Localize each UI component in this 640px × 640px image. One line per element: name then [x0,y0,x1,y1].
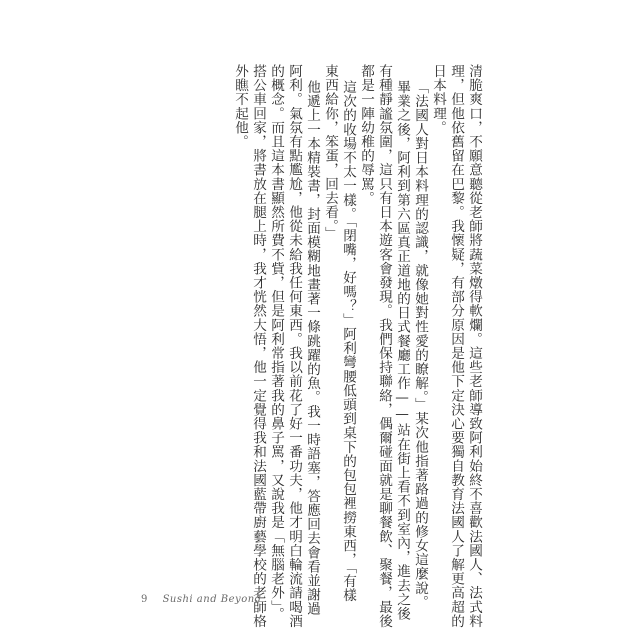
text-column: 東西給你，笨蛋，回去看。」 [322,64,338,241]
text-column: 他遞上一本精裝書，封面模糊地畫著一條跳躍的魚。我一時語塞，答應回去會看並謝過 [304,80,320,616]
text-column: 理，但他依舊留在巴黎。我懷疑，有部分原因是他下定決心要獨自教育法國人了解更高超的 [448,64,464,628]
text-column: 外瞧不起他。 [232,64,248,149]
text-column: 日本料理。 [430,64,446,135]
page-footer [141,594,262,605]
text-column: 有種靜謐氛圍，這只有日本遊客會發現。我們保持聯絡，偶爾碰面就是聊餐飲、聚餐，最後 [376,64,392,628]
text-column: 「法國人對日本料理的認識，就像她對性愛的瞭解。」某次他指著路過的修女這麼說。 [412,80,428,609]
text-column: 這次的收場不太一樣。「閉嘴，好嗎？」阿利彎腰低頭到桌下的包包裡撈東西，「有樣 [340,80,356,603]
page-number: 9 [141,594,148,605]
text-column: 搭公車回家，將書放在腿上時，我才恍然大悟，他一定覺得我和法國藍帶廚藝學校的老師格 [250,64,266,628]
text-column: 都是一陣幼稚的辱罵。 [358,64,374,205]
text-column: 畢業之後，阿利到第六區真正道地的日式餐廳工作——站在街上看不到室內，進去之後 [394,80,410,621]
text-column: 的概念。而且這本書顯然所費不貲，但是阿利常指著我的鼻子罵，又說我是「無腦老外」。 [268,64,284,622]
text-column: 阿利。氣氛有點尷尬，他從未給我任何東西。我以前花了好一番功夫，他才明白輪流請喝酒 [286,64,302,628]
text-column: 清脆爽口，不願意聽從老師將蔬菜燉得軟爛。這些老師導致阿利始終不喜歡法國人、法式料 [466,64,482,628]
running-title: Sushi and Beyond [162,594,262,605]
